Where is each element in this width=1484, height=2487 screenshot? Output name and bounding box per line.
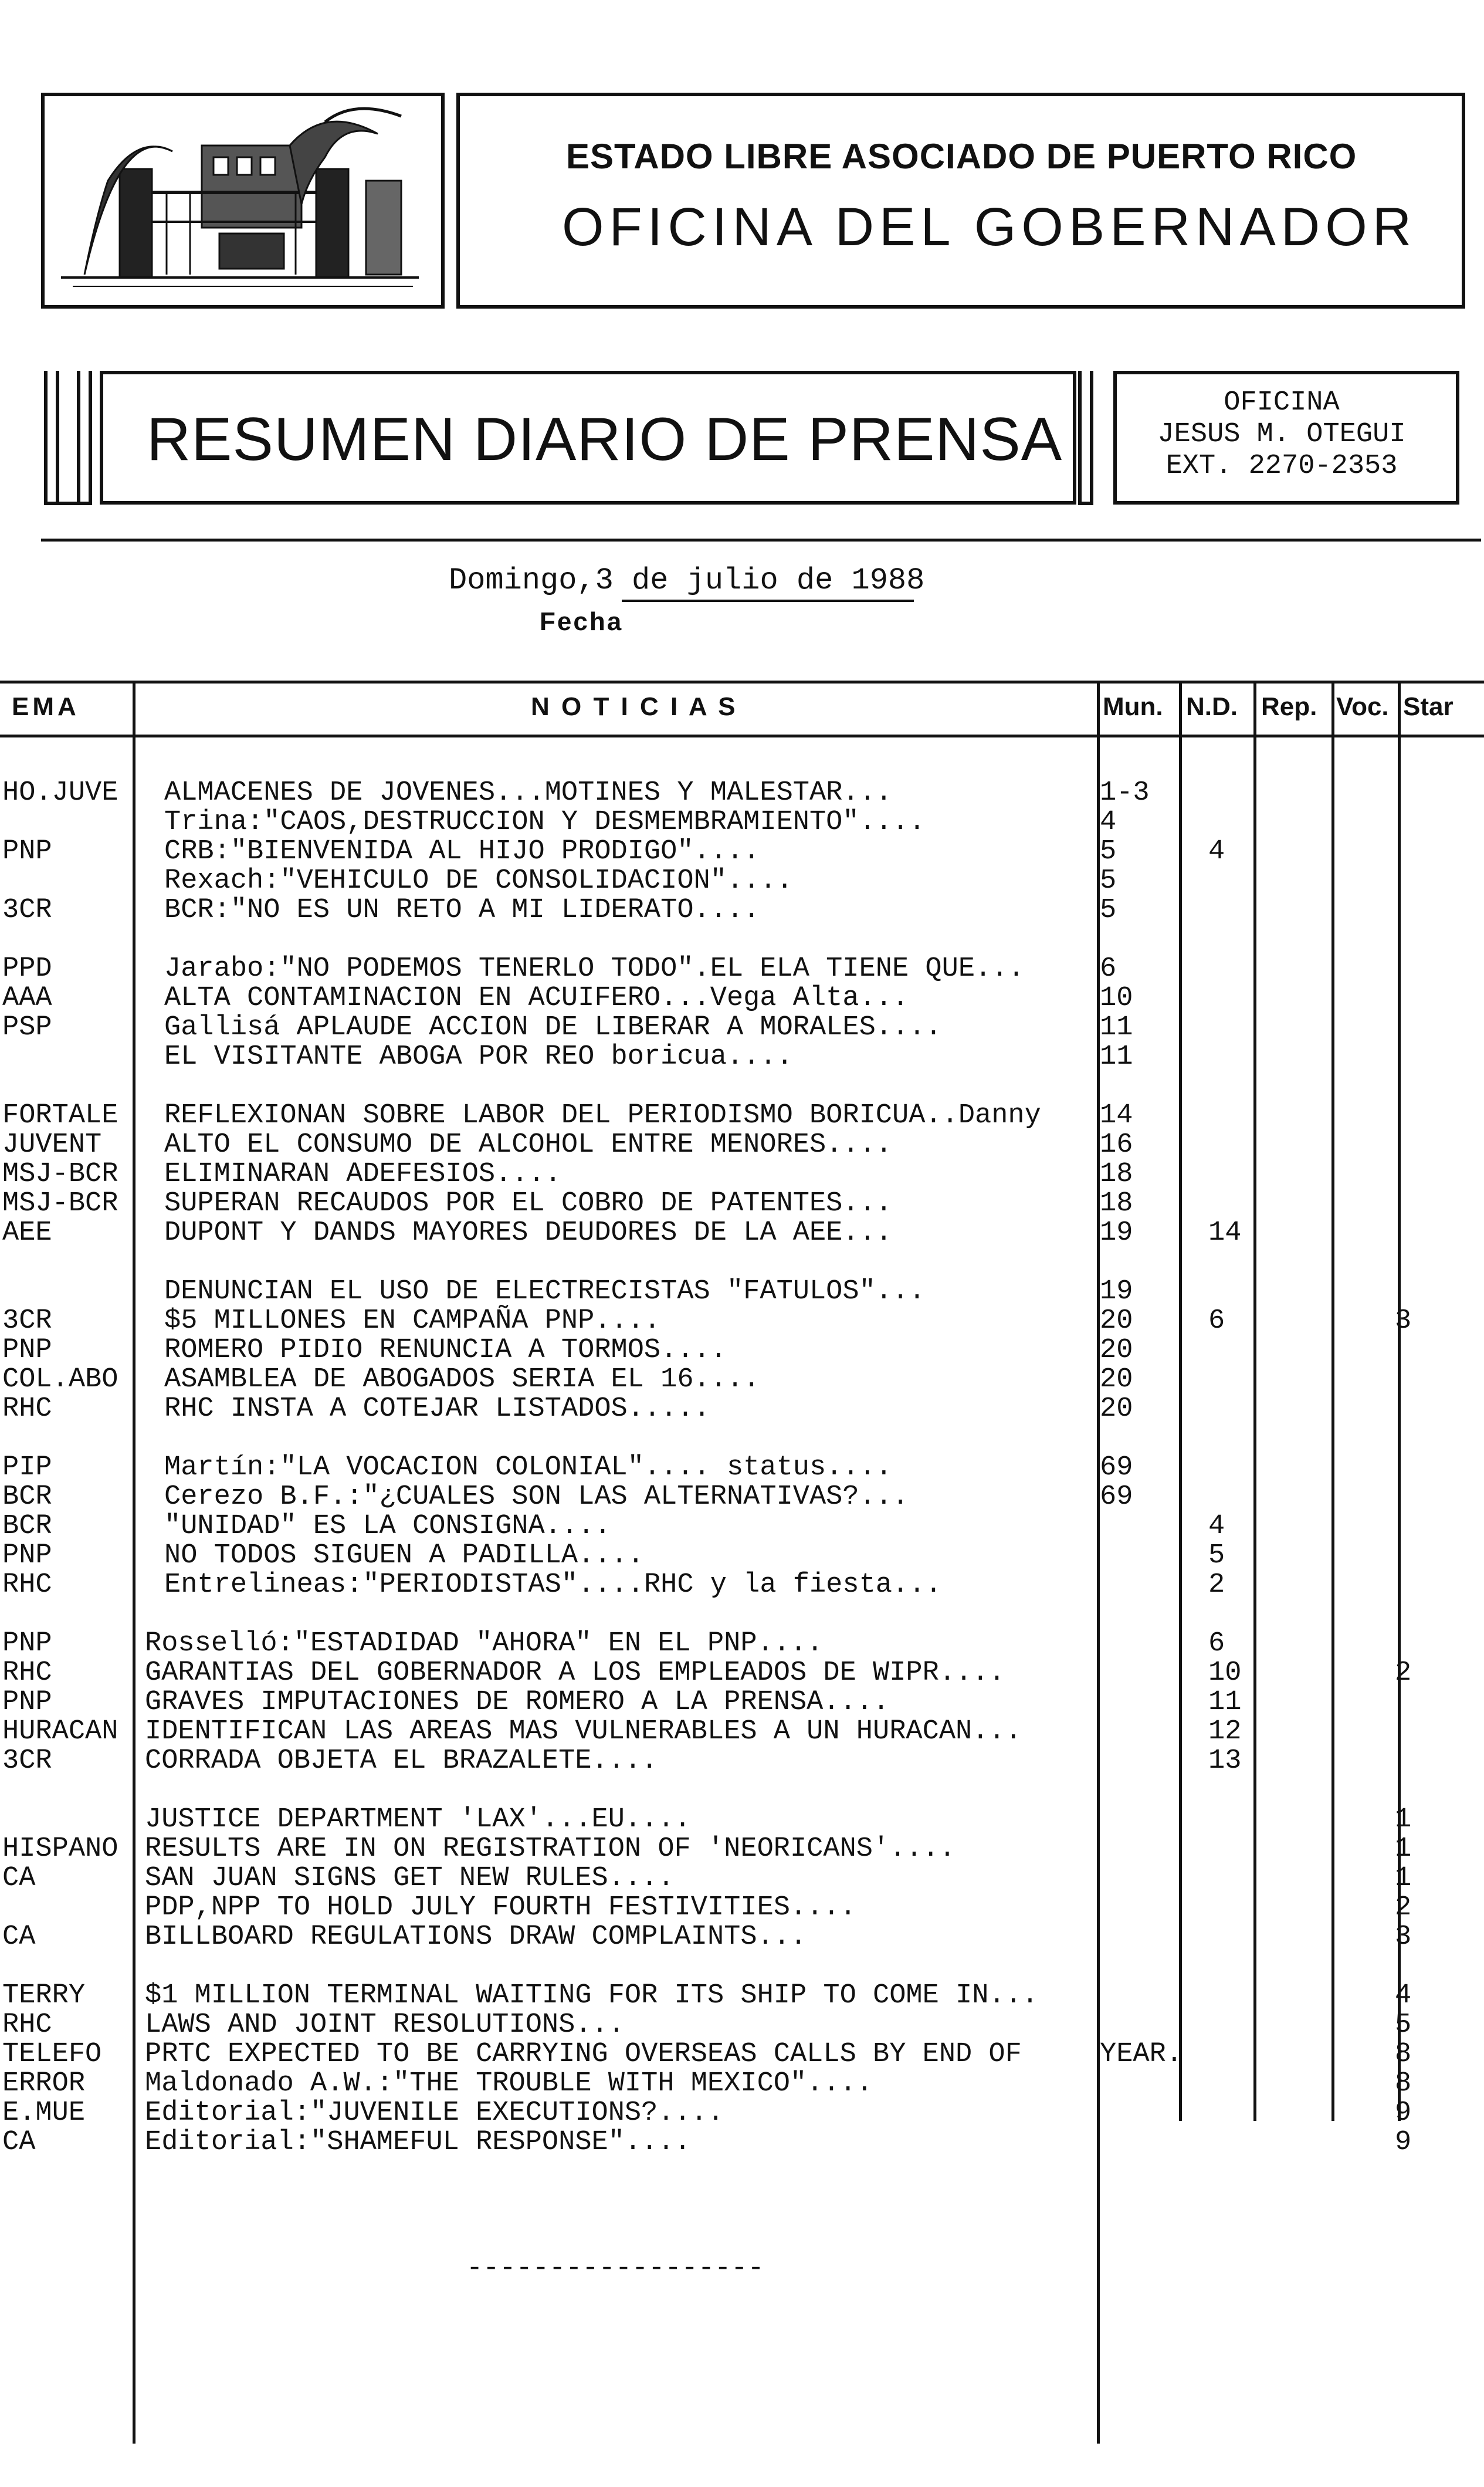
row-tema: E.MUE <box>2 2097 86 2129</box>
row-headline: ASAMBLEA DE ABOGADOS SERIA EL 16.... <box>164 1364 760 1395</box>
row-tema: 3CR <box>2 895 52 926</box>
row-headline: GARANTIAS DEL GOBERNADOR A LOS EMPLEADOS DE WIPR.... <box>145 1657 1005 1689</box>
contact-block <box>1117 387 1446 482</box>
right-bar-3 <box>1078 502 1093 505</box>
row-tema: CA <box>2 2127 36 2158</box>
row-tema: PNP <box>2 1628 52 1659</box>
table-row <box>0 2097 1484 2127</box>
row-tema: BCR <box>2 1481 52 1512</box>
col-header-voc: Voc. <box>1336 692 1389 721</box>
row-tema: PPD <box>2 953 52 984</box>
row-tema: JUVENT <box>2 1129 102 1160</box>
row-nd-page: 2 <box>1208 1569 1225 1601</box>
row-headline: LAWS AND JOINT RESOLUTIONS... <box>145 2009 625 2041</box>
row-mun-page: 20 <box>1100 1335 1133 1366</box>
row-star-page: 3 <box>1395 1305 1412 1336</box>
row-star-page: 1 <box>1395 1833 1412 1865</box>
row-headline: Rosselló:"ESTADIDAD "AHORA" EN EL PNP.... <box>145 1628 824 1659</box>
row-headline: $5 MILLONES EN CAMPAÑA PNP.... <box>164 1305 661 1336</box>
row-tema: PNP <box>2 836 52 867</box>
row-headline: GRAVES IMPUTACIONES DE ROMERO A LA PRENSA.... <box>145 1687 890 1718</box>
row-mun-page: 20 <box>1100 1393 1133 1424</box>
table-row <box>0 1041 1484 1071</box>
row-mun-page: 11 <box>1100 1041 1133 1072</box>
row-nd-page: 14 <box>1208 1217 1242 1248</box>
end-dashes: ------------------ <box>466 2253 764 2284</box>
row-headline: SUPERAN RECAUDOS POR EL COBRO DE PATENTES... <box>164 1188 893 1219</box>
row-nd-page: 11 <box>1208 1687 1242 1718</box>
contact-line-1: OFICINA <box>1224 387 1340 418</box>
table-row <box>0 2127 1484 2156</box>
table-row <box>0 1276 1484 1305</box>
col-header-rep: Rep. <box>1261 692 1317 721</box>
row-headline: SAN JUAN SIGNS GET NEW RULES.... <box>145 1863 675 1894</box>
row-tema: BCR <box>2 1511 52 1542</box>
table-row <box>0 1129 1484 1159</box>
row-star-page: 3 <box>1395 1921 1412 1953</box>
row-mun-page: 4 <box>1100 807 1117 838</box>
row-headline: Maldonado A.W.:"THE TROUBLE WITH MEXICO".... <box>145 2068 873 2099</box>
row-mun-page: 20 <box>1100 1305 1133 1336</box>
row-headline: Martín:"LA VOCACION COLONIAL".... status.... <box>164 1452 893 1483</box>
table-row <box>0 1892 1484 1921</box>
row-nd-page: 12 <box>1208 1716 1242 1747</box>
table-row <box>0 777 1484 807</box>
col-header-noticias: N O T I C I A S <box>531 692 738 721</box>
row-headline: BILLBOARD REGULATIONS DRAW COMPLAINTS... <box>145 1921 807 1953</box>
row-mun-page: 20 <box>1100 1364 1133 1395</box>
row-tema: RHC <box>2 1393 52 1424</box>
row-star-page: 1 <box>1395 1863 1412 1894</box>
row-tema: PNP <box>2 1540 52 1571</box>
row-tema: 3CR <box>2 1305 52 1336</box>
row-tema: MSJ-BCR <box>2 1188 118 1219</box>
row-headline: REFLEXIONAN SOBRE LABOR DEL PERIODISMO BORICUA..Danny <box>164 1100 1041 1131</box>
row-mun-page: 69 <box>1100 1481 1133 1512</box>
row-headline: $1 MILLION TERMINAL WAITING FOR ITS SHIP TO COME IN... <box>145 1980 1039 2011</box>
row-headline: Editorial:"SHAMEFUL RESPONSE".... <box>145 2127 691 2158</box>
table-row <box>0 836 1484 865</box>
row-headline: Gallisá APLAUDE ACCION DE LIBERAR A MORALES.... <box>164 1012 942 1043</box>
table-row <box>0 865 1484 895</box>
row-tema: 3CR <box>2 1745 52 1777</box>
row-mun-page: 11 <box>1100 1012 1133 1043</box>
table-row <box>0 1833 1484 1863</box>
table-row <box>0 1188 1484 1217</box>
row-nd-page: 13 <box>1208 1745 1242 1777</box>
row-star-page: 2 <box>1395 1892 1412 1923</box>
table-row <box>0 895 1484 924</box>
left-bar-1 <box>44 371 48 505</box>
row-headline: Jarabo:"NO PODEMOS TENERLO TODO".EL ELA TIENE QUE... <box>164 953 1025 984</box>
row-tema: RHC <box>2 2009 52 2041</box>
table-row <box>0 1628 1484 1657</box>
row-nd-page: 6 <box>1208 1628 1225 1659</box>
row-headline: Cerezo B.F.:"¿CUALES SON LAS ALTERNATIVAS?... <box>164 1481 909 1512</box>
table-row <box>0 1335 1484 1364</box>
table-row <box>0 1393 1484 1423</box>
row-headline: ELIMINARAN ADEFESIOS.... <box>164 1159 561 1190</box>
row-headline: ALTA CONTAMINACION EN ACUIFERO...Vega Alta... <box>164 983 909 1014</box>
row-mun-page: 1-3 <box>1100 777 1150 808</box>
row-headline: RESULTS ARE IN ON REGISTRATION OF 'NEORICANS'.... <box>145 1833 956 1865</box>
table-row <box>0 2039 1484 2068</box>
date-text: Domingo,3 de julio de 1988 <box>449 563 925 598</box>
col-header-star: Star <box>1403 692 1453 721</box>
row-mun-page: 14 <box>1100 1100 1133 1131</box>
row-mun-page: 19 <box>1100 1217 1133 1248</box>
row-tema: TELEFO <box>2 2039 102 2070</box>
row-mun-page: 16 <box>1100 1129 1133 1160</box>
row-headline: Entrelineas:"PERIODISTAS"....RHC y la fiesta... <box>164 1569 942 1601</box>
table-row <box>0 1863 1484 1892</box>
row-mun-page: 5 <box>1100 836 1117 867</box>
left-bar-3 <box>77 371 80 505</box>
table-row <box>0 1921 1484 1951</box>
table-row <box>0 1657 1484 1687</box>
row-mun-page: 18 <box>1100 1159 1133 1190</box>
table-row <box>0 1716 1484 1745</box>
row-star-page: 9 <box>1395 2097 1412 2129</box>
row-headline: NO TODOS SIGUEN A PADILLA.... <box>164 1540 644 1571</box>
col-header-nd: N.D. <box>1186 692 1238 721</box>
row-headline: Rexach:"VEHICULO DE CONSOLIDACION".... <box>164 865 793 896</box>
row-headline: ALTO EL CONSUMO DE ALCOHOL ENTRE MENORES.... <box>164 1129 893 1160</box>
row-headline: JUSTICE DEPARTMENT 'LAX'...EU.... <box>145 1804 691 1835</box>
row-star-page: 2 <box>1395 1657 1412 1689</box>
row-mun-page: 18 <box>1100 1188 1133 1219</box>
governor-mansion-engraving <box>49 99 431 301</box>
table-row <box>0 1364 1484 1393</box>
col-header-tema: EMA <box>12 692 80 721</box>
row-nd-page: 4 <box>1208 1511 1225 1542</box>
row-tema: AAA <box>2 983 52 1014</box>
row-nd-page: 5 <box>1208 1540 1225 1571</box>
row-star-page: 8 <box>1395 2039 1412 2070</box>
table-row <box>0 1452 1484 1481</box>
date-underline <box>622 600 914 602</box>
row-headline: IDENTIFICAN LAS AREAS MAS VULNERABLES A UN HURACAN... <box>145 1716 1022 1747</box>
table-row <box>0 1687 1484 1716</box>
row-mun-page: 69 <box>1100 1452 1133 1483</box>
row-star-page: 1 <box>1395 1804 1412 1835</box>
row-headline: Trina:"CAOS,DESTRUCCION Y DESMEMBRAMIENTO".... <box>164 807 926 838</box>
table-row <box>0 1511 1484 1540</box>
table-row <box>0 807 1484 836</box>
table-row <box>0 1745 1484 1775</box>
row-headline: ROMERO PIDIO RENUNCIA A TORMOS.... <box>164 1335 727 1366</box>
row-tema: CA <box>2 1863 36 1894</box>
contact-line-2: JESUS M. OTEGUI <box>1157 419 1406 450</box>
row-star-page: 9 <box>1395 2127 1412 2158</box>
table-row <box>0 1217 1484 1247</box>
table-row <box>0 1100 1484 1129</box>
row-headline: Editorial:"JUVENILE EXECUTIONS?.... <box>145 2097 724 2129</box>
oficina-gobernador-heading: OFICINA DEL GOBERNADOR <box>562 197 1417 257</box>
row-headline: BCR:"NO ES UN RETO A MI LIDERATO.... <box>164 895 760 926</box>
table-row <box>0 983 1484 1012</box>
row-mun-page: 10 <box>1100 983 1133 1014</box>
row-tema: CA <box>2 1921 36 1953</box>
left-bar-5 <box>44 502 92 505</box>
fecha-label: Fecha <box>540 607 624 636</box>
row-star-page: 8 <box>1395 2068 1412 2099</box>
row-tema: MSJ-BCR <box>2 1159 118 1190</box>
table-row <box>0 1305 1484 1335</box>
contact-line-3: EXT. 2270-2353 <box>1165 451 1398 482</box>
row-tema: FORTALE <box>2 1100 118 1131</box>
row-tema: HISPANO <box>2 1833 118 1865</box>
table-row <box>0 1540 1484 1569</box>
row-nd-page: 10 <box>1208 1657 1242 1689</box>
table-row <box>0 2009 1484 2039</box>
row-headline: CRB:"BIENVENIDA AL HIJO PRODIGO".... <box>164 836 760 867</box>
table-header-rule <box>0 735 1484 737</box>
row-headline: DUPONT Y DANDS MAYORES DEUDORES DE LA AEE... <box>164 1217 893 1248</box>
row-mun-page: 5 <box>1100 865 1117 896</box>
row-tema: TERRY <box>2 1980 86 2011</box>
row-headline: ALMACENES DE JOVENES...MOTINES Y MALESTAR... <box>164 777 893 808</box>
table-row <box>0 1980 1484 2009</box>
row-mun-page: YEAR. <box>1100 2039 1183 2070</box>
row-tema: HO.JUVE <box>2 777 118 808</box>
left-bar-2 <box>56 371 59 505</box>
table-top-rule <box>0 681 1484 683</box>
col-header-mun: Mun. <box>1103 692 1163 721</box>
row-tema: AEE <box>2 1217 52 1248</box>
row-tema: RHC <box>2 1569 52 1601</box>
row-headline: EL VISITANTE ABOGA POR REO boricua.... <box>164 1041 793 1072</box>
row-headline: CORRADA OBJETA EL BRAZALETE.... <box>145 1745 658 1777</box>
row-mun-page: 19 <box>1100 1276 1133 1307</box>
table-row <box>0 1159 1484 1188</box>
table-row <box>0 1012 1484 1041</box>
row-tema: PIP <box>2 1452 52 1483</box>
row-headline: PDP,NPP TO HOLD JULY FOURTH FESTIVITIES.... <box>145 1892 856 1923</box>
table-row <box>0 1481 1484 1511</box>
resumen-title: RESUMEN DIARIO DE PRENSA <box>147 405 1063 473</box>
header-rule <box>41 539 1481 542</box>
row-tema: RHC <box>2 1657 52 1689</box>
row-tema: ERROR <box>2 2068 86 2099</box>
table-row <box>0 953 1484 983</box>
row-tema: COL.ABO <box>2 1364 118 1395</box>
estado-libre-heading: ESTADO LIBRE ASOCIADO DE PUERTO RICO <box>566 137 1357 176</box>
row-star-page: 4 <box>1395 1980 1412 2011</box>
row-headline: "UNIDAD" ES LA CONSIGNA.... <box>164 1511 611 1542</box>
table-row <box>0 1804 1484 1833</box>
row-mun-page: 6 <box>1100 953 1117 984</box>
row-tema: PSP <box>2 1012 52 1043</box>
row-tema: PNP <box>2 1687 52 1718</box>
right-bar-1 <box>1078 371 1082 505</box>
table-row <box>0 2068 1484 2097</box>
row-headline: PRTC EXPECTED TO BE CARRYING OVERSEAS CALLS BY END OF <box>145 2039 1022 2070</box>
table-row <box>0 1569 1484 1599</box>
row-headline: DENUNCIAN EL USO DE ELECTRECISTAS "FATULOS"... <box>164 1276 926 1307</box>
left-bar-4 <box>89 371 92 505</box>
row-headline: RHC INSTA A COTEJAR LISTADOS..... <box>164 1393 710 1424</box>
row-tema: PNP <box>2 1335 52 1366</box>
row-nd-page: 6 <box>1208 1305 1225 1336</box>
row-tema: HURACAN <box>2 1716 118 1747</box>
row-star-page: 5 <box>1395 2009 1412 2041</box>
row-mun-page: 5 <box>1100 895 1117 926</box>
right-bar-2 <box>1090 371 1093 505</box>
row-nd-page: 4 <box>1208 836 1225 867</box>
